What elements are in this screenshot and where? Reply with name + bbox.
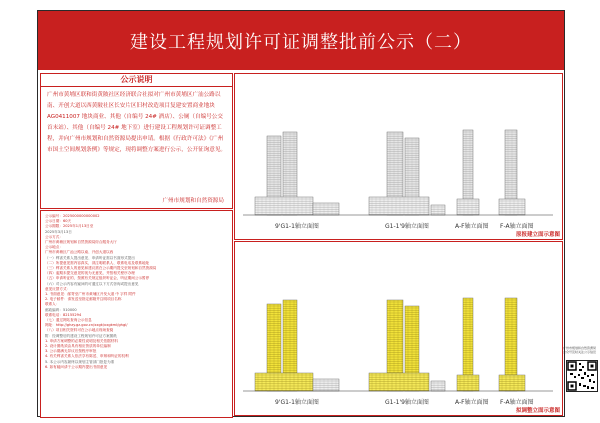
details-line: 2. 设计图纸须由具有相应资质的单位编制 [45,344,111,349]
elevation-caption: A-F轴立面图 [455,399,489,406]
details-line: 附：经调整后的建设工程规划许可证方案图纸 [45,333,117,338]
panel-label-adjusted: 拟调整立面示意图 [515,408,560,414]
details-line: 5. 本公示内容最终以规划主管部门批复为准 [45,359,115,364]
details-line: （二）所提意见需内容真实，须注明联系人、联系电话及联系地址 [45,260,150,265]
details-box [40,210,233,418]
details-line: 公示编号：2025000000000002 [45,214,100,218]
details-line: 联系人： [45,302,60,307]
elevation-caption: F-A轴立面图 [500,399,534,406]
notice-box [40,73,233,209]
details-line: （五）申请听证的，按照有关规定组织听证会，听证期间公示暂停 [45,276,150,281]
details-line: （六）对公示内容有疑问的可通过以下方式咨询或提出意见 [45,281,139,286]
left-column [40,73,233,413]
elevation-caption: G1-1'9轴立面图 [385,399,429,406]
title-banner [38,11,564,70]
elevation-drawing [235,74,562,239]
adjusted-elevation-panel [234,241,563,416]
details-line: （八）项目相关资料可在公示地点现场查阅 [45,328,114,333]
details-line: 公示期限：2025年1月13日至 [45,224,94,229]
elevation-caption: 9'G1-1轴立面图 [275,399,319,406]
details-line: 联系电话：82155294 [45,312,82,317]
elevation-caption: 9'G1-1轴立面图 [275,223,319,230]
details-line: 邮政编码：510000 [45,307,77,312]
details-line: 4. 有关利害关系人依法享有陈述、申辩和听证的权利 [45,354,129,359]
notice-board [37,10,565,417]
details-line: （四）逾期未提交意见的视为无意见，并按相关程序办理 [45,271,135,276]
drawings-area [234,73,561,414]
details-line: （七）通过网站查询公示信息 [45,318,92,323]
notice-body: 广州市黄埔区联和街黄陂社区经济联合社拟对广州市黄埔区广汕公路以南、开创大道以西黄陂社区长安片区旧村改造项目复建安置商业地块 AG0411007 地块商业、其他（自编号 24# 酒店）、公厕（自编号公交首末站）、其他（自编号 24# 地下室）进行建设工程规划许可证调整工程，并向广州市规划和自然资源局提出申请。根据《行政许可法》《广州市国土空间规划条例》等规定，现将调整方案进行公示，公开征询意见。 [47,92,227,153]
qr-caption: 广州市规划和自然资源局 公众号及时关注公示信息 [563,346,597,354]
elevation-caption: A-F轴立面图 [455,223,489,230]
qr-code-graphic [567,361,597,391]
details-line: 1. 申请方案调整的必要性说明及相关依据材料 [45,338,118,343]
notice-signature: 广州市规划和自然资源局 [162,198,224,204]
qr-code[interactable] [566,360,598,392]
details-line: 1. 书面意见：邮寄至广州市黄埔区开发大道 中 字样 附件 [45,292,136,297]
details-line: 2. 电子邮件：请发送至指定邮箱并注明项目名称 [45,297,122,302]
details-line: 公示方式： [45,234,63,239]
panel-label-original: 原报建立面示意图 [515,232,560,238]
page-title: 建设工程规划许可证调整批前公示（二） [130,31,472,53]
elevation-caption: F-A轴立面图 [500,223,534,230]
original-elevation-panel [234,73,563,240]
details-line: 6. 如有疑问请于公示期内提出书面意见 [45,364,108,369]
details-line: 公示日期：60天 [45,219,72,224]
details-line: 公示地点： [45,245,63,250]
notice-heading: 公示说明 [41,74,232,87]
details-line: 网址：http://ghzy.gz.gov.cn/xxgk/xxgkml/ghgl/ [45,323,128,328]
elevation-drawing [235,242,562,415]
details-line: 2025年3月13日 [45,229,72,234]
details-line: 广州市黄埔区广汕公路以南、开创大道以西 [45,250,114,255]
details-line: 广州市黄埔区规划和自然资源局综合服务大厅 [45,240,117,245]
details-line: 意见反馈方式： [45,286,71,291]
details-line: 3. 公示期满无异议后按程序审批 [45,349,97,354]
details-line: （一）利害关系人提出意见、申请听证需以书面形式提出 [45,255,135,260]
elevation-caption: G1-1'9轴立面图 [385,223,429,230]
details-line: （三）利害关系人的意见和建议需在公示期内提交至规划和自然资源局 [45,266,157,271]
